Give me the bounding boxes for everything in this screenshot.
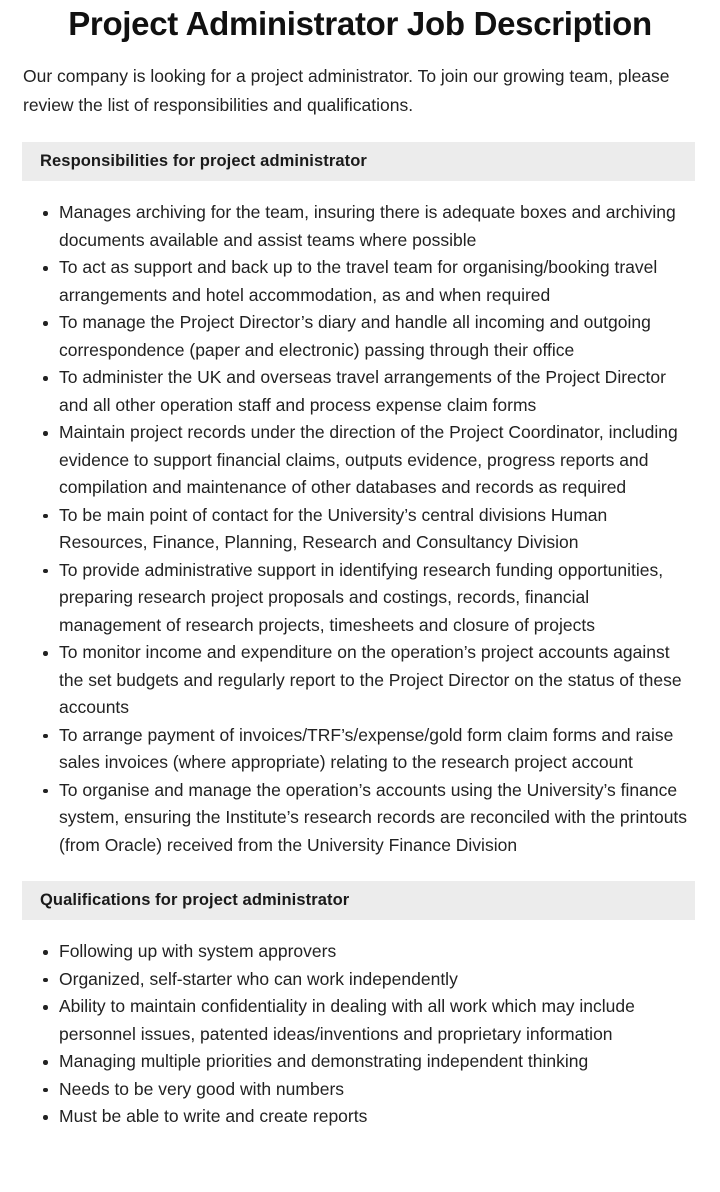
list-item: To manage the Project Director’s diary and handle all incoming and outgoing correspondence (paper and electronic) passing through their office	[0, 309, 720, 364]
qualifications-list	[0, 938, 720, 1131]
list-item: Following up with system approvers	[0, 938, 720, 966]
list-item: To be main point of contact for the University’s central divisions Human Resources, Finance, Planning, Research and Consultancy Division	[0, 502, 720, 557]
section-responsibilities	[0, 142, 720, 859]
section-header-responsibilities	[22, 142, 695, 181]
list-item: To administer the UK and overseas travel arrangements of the Project Director and all other operation staff and process expense claim forms	[0, 364, 720, 419]
list-item: To act as support and back up to the travel team for organising/booking travel arrangements and hotel accommodation, as and when required	[0, 254, 720, 309]
section-qualifications	[0, 881, 720, 1131]
responsibilities-list	[0, 199, 720, 859]
list-item: Must be able to write and create reports	[0, 1103, 720, 1131]
list-item: Maintain project records under the direction of the Project Coordinator, including evidence to support financial claims, outputs evidence, progress reports and compilation and maintenance of other databases and records as required	[0, 419, 720, 502]
list-item: To arrange payment of invoices/TRF’s/expense/gold form claim forms and raise sales invoices (where appropriate) relating to the research project account	[0, 722, 720, 777]
page-title: Project Administrator Job Description	[68, 5, 652, 42]
list-item: Ability to maintain confidentiality in dealing with all work which may include personnel issues, patented ideas/inventions and proprietary information	[0, 993, 720, 1048]
section-heading-label: Qualifications for project administrator	[40, 891, 350, 909]
list-item: Needs to be very good with numbers	[0, 1076, 720, 1104]
list-item: Organized, self-starter who can work independently	[0, 966, 720, 994]
section-header-qualifications	[22, 881, 695, 920]
list-item: To organise and manage the operation’s accounts using the University’s finance system, ensuring the Institute’s research records are reconciled with the printouts (from Oracle) received from the University Finance Division	[0, 777, 720, 860]
section-heading-label: Responsibilities for project administrator	[40, 152, 367, 170]
list-item: Managing multiple priorities and demonstrating independent thinking	[0, 1048, 720, 1076]
list-item: To monitor income and expenditure on the operation’s project accounts against the set budgets and regularly report to the Project Director on the status of these accounts	[0, 639, 720, 722]
intro-paragraph: Our company is looking for a project administrator. To join our growing team, please review the list of responsibilities and qualifications.	[23, 66, 670, 115]
list-item: Manages archiving for the team, insuring there is adequate boxes and archiving documents available and assist teams where possible	[0, 199, 720, 254]
list-item: To provide administrative support in identifying research funding opportunities, preparing research project proposals and costings, records, financial management of research projects, timesheets and closure of projects	[0, 557, 720, 640]
